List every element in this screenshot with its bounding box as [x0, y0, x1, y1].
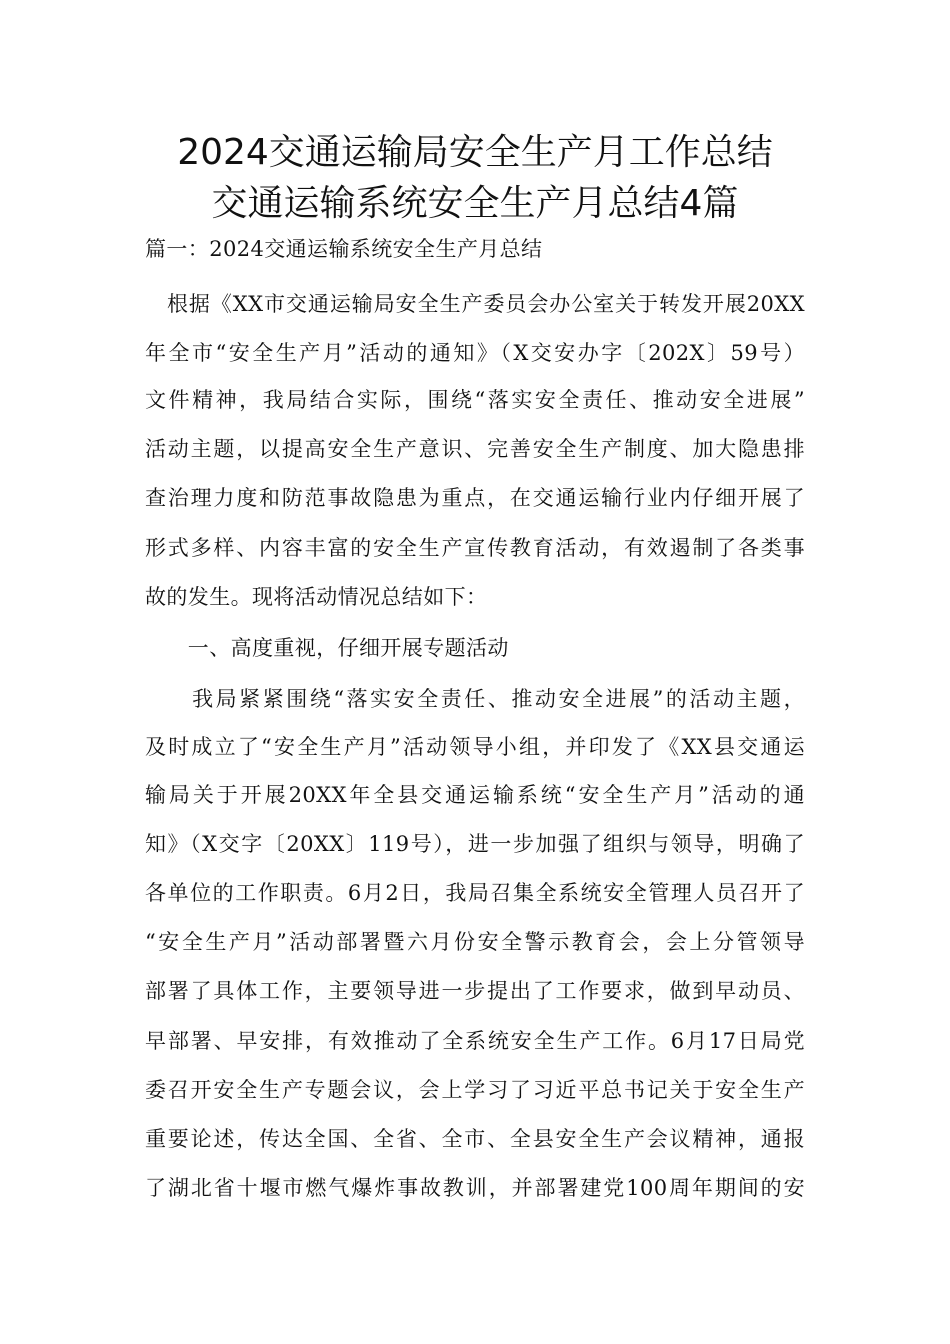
document-title-line-1: 2024交通运输局安全生产月工作总结: [177, 132, 773, 173]
body-line: 根据《XX市交通运输局安全生产委员会办公室关于转发开展20XX: [145, 292, 805, 316]
body-line: 活动主题，以提高安全生产意识、完善安全生产制度、加大隐患排: [145, 437, 805, 461]
document-title-line-2: 交通运输系统安全生产月总结4篇: [211, 183, 739, 224]
body-line: 形式多样、内容丰富的安全生产宣传教育活动，有效遏制了各类事: [145, 536, 805, 560]
body-line: 及时成立了“安全生产月”活动领导小组，并印发了《XX县交通运: [145, 735, 805, 759]
body-line: 查治理力度和防范事故隐患为重点，在交通运输行业内仔细开展了: [145, 486, 805, 510]
section-heading: 篇一：2024交通运输系统安全生产月总结: [145, 237, 543, 261]
body-line: 知》（X交字〔20XX〕119号），进一步加强了组织与领导，明确了: [145, 832, 805, 856]
body-line: 各单位的工作职责。6月2日，我局召集全系统安全管理人员召开了: [145, 881, 805, 905]
body-line: 早部署、早安排，有效推动了全系统安全生产工作。6月17日局党: [145, 1029, 805, 1053]
body-line: 部署了具体工作，主要领导进一步提出了工作要求，做到早动员、: [145, 979, 805, 1003]
body-line: 委召开安全生产专题会议，会上学习了习近平总书记关于安全生产: [145, 1078, 805, 1102]
body-line: 故的发生。现将活动情况总结如下：: [145, 585, 488, 609]
subsection-heading: 一、高度重视，仔细开展专题活动: [145, 636, 509, 660]
body-line: 我局紧紧围绕“落实安全责任、推动安全进展”的活动主题，: [145, 687, 805, 711]
body-line: 年全市“安全生产月”活动的通知》（X交安办字〔202X〕59号）: [145, 341, 805, 365]
body-line: 了湖北省十堰市燃气爆炸事故教训，并部署建党100周年期间的安: [145, 1176, 805, 1200]
body-line: 重要论述，传达全国、全省、全市、全县安全生产会议精神，通报: [145, 1127, 805, 1151]
body-line: 文件精神，我局结合实际，围绕“落实安全责任、推动安全进展”: [145, 388, 805, 412]
body-line: 输局关于开展20XX年全县交通运输系统“安全生产月”活动的通: [145, 783, 805, 807]
body-line: “安全生产月”活动部署暨六月份安全警示教育会，会上分管领导: [145, 930, 805, 954]
